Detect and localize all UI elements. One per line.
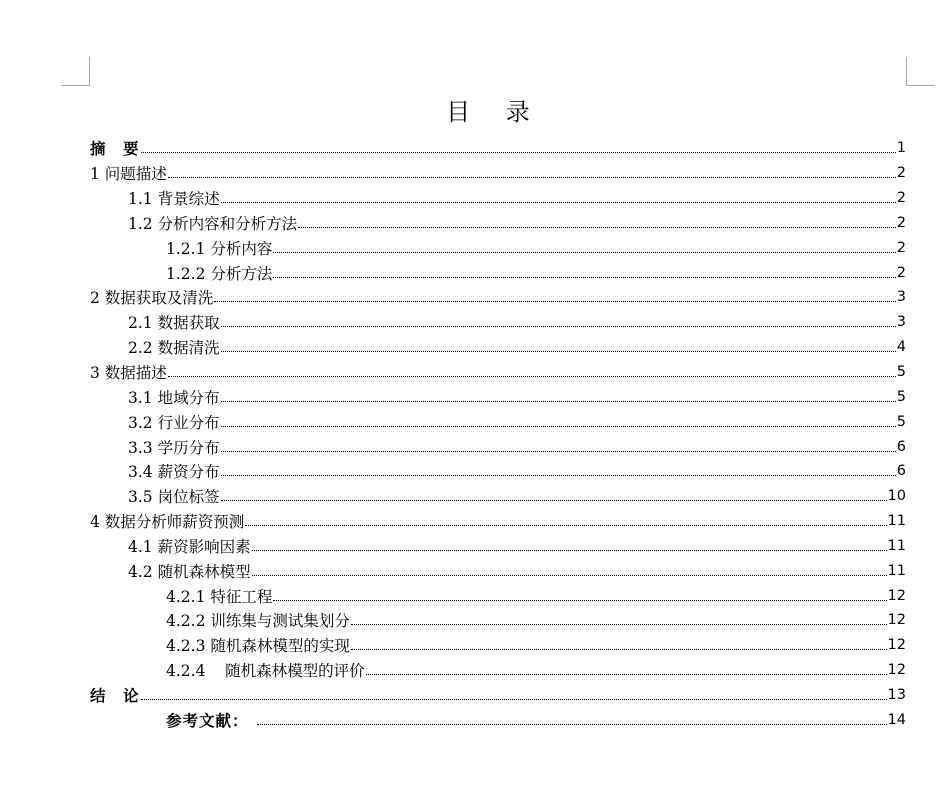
page-margin-corner-top-left [61,57,90,86]
dot-leader [221,201,896,203]
toc-entry-3-5[interactable] [128,484,906,509]
toc-entry-1-1[interactable] [128,186,906,211]
toc-entry-4-2[interactable] [128,558,906,583]
toc-entry-4[interactable] [90,509,906,534]
dot-leader [252,574,887,576]
dot-leader [141,151,896,153]
dot-leader [273,276,895,278]
toc-entry-label: 4.1 薪资影响因素 [128,537,251,556]
toc-entry-page: 5 [896,364,906,381]
toc-entry-label: 1.2.1 分析内容 [166,239,273,258]
dot-leader [351,648,887,650]
toc-entry-label: 1.2 分析内容和分析方法 [128,214,298,233]
dot-leader [168,375,896,377]
toc-entry-label: 3.1 地域分布 [128,388,220,407]
dot-leader [245,524,886,526]
dot-leader [141,698,887,700]
toc-entry-page: 14 [887,711,906,728]
toc-entry-page: 12 [887,637,906,654]
toc-entry-page: 11 [887,562,906,579]
toc-entry-2-1[interactable] [128,310,906,335]
toc-entry-label: 4.2.1 特征工程 [166,587,273,606]
toc-entry-2[interactable] [90,285,906,310]
toc-entry-page: 3 [896,314,906,331]
toc-entry-page: 4 [896,339,906,356]
dot-leader [252,549,887,551]
toc-entry-label: 2.1 数据获取 [128,314,220,333]
toc-entry-label: 3.3 学历分布 [128,438,220,457]
toc-entry-page: 12 [887,662,906,679]
toc-entry-label: 4.2.3 随机森林模型的实现 [166,637,350,656]
dot-leader [273,599,886,601]
dot-leader [221,425,896,427]
toc-entry-3-3[interactable] [128,434,906,459]
dot-leader [221,499,887,501]
toc-entry-2-2[interactable] [128,335,906,360]
toc-entry-page: 12 [887,587,906,604]
toc-entry-1-2-1[interactable] [166,235,906,260]
toc-entry-page: 6 [896,463,906,480]
toc-entry-page: 2 [896,190,906,207]
toc-entry-page: 5 [896,413,906,430]
toc-entry-3-1[interactable] [128,384,906,409]
toc-entry-label: 3.5 岗位标签 [128,488,220,507]
toc-entry-page: 2 [896,165,906,182]
toc-entry-page: 2 [896,239,906,256]
dot-leader [257,723,887,725]
toc-entry-page: 6 [896,438,906,455]
dot-leader [168,176,896,178]
toc-entry-label: 1 问题描述 [90,165,167,184]
toc-entry-references[interactable] [166,707,906,732]
toc-entry-label: 3.2 行业分布 [128,413,220,432]
toc-entry-page: 12 [887,612,906,629]
toc-entry-3-4[interactable] [128,459,906,484]
toc-entry-label: 3.4 薪资分布 [128,463,220,482]
toc-entry-3-2[interactable] [128,409,906,434]
dot-leader [221,474,896,476]
toc-entry-label: 3 数据描述 [90,364,167,383]
dot-leader [366,673,887,675]
toc-entry-label: 2.2 数据清洗 [128,339,220,358]
toc-entry-label: 结 论 [90,686,140,705]
toc-entry-1[interactable] [90,161,906,186]
toc-title: 目 录 [446,98,544,126]
toc-entry-1-2-2[interactable] [166,260,906,285]
dot-leader [298,226,896,228]
toc-entry-page: 11 [887,513,906,530]
toc-entry-label: 4.2.4 随机森林模型的评价 [166,662,365,681]
toc-entry-page: 3 [896,289,906,306]
toc-entry-label: 4 数据分析师薪资预测 [90,513,245,532]
dot-leader [214,300,895,302]
toc-entry-4-2-3[interactable] [166,633,906,658]
toc-entry-abstract[interactable] [90,136,906,161]
toc-entry-page: 2 [896,264,906,281]
toc-entry-page: 5 [896,388,906,405]
toc-entry-page: 10 [887,488,906,505]
toc-entry-label: 4.2 随机森林模型 [128,562,251,581]
dot-leader [221,350,896,352]
page-margin-corner-top-right [906,57,935,86]
dot-leader [221,325,896,327]
toc-entry-label: 参考文献： [166,711,249,730]
toc-entry-page: 2 [896,214,906,231]
toc-entry-page: 11 [887,537,906,554]
toc-entry-conclusion[interactable] [90,683,906,708]
toc-entry-4-2-4[interactable] [166,658,906,683]
dot-leader [273,251,895,253]
toc-entry-label: 1.1 背景综述 [128,190,220,209]
toc-entry-4-1[interactable] [128,534,906,559]
toc-entry-1-2[interactable] [128,211,906,236]
toc-list [0,136,948,732]
toc-entry-page: 13 [887,686,906,703]
toc-entry-label: 摘 要 [90,140,140,159]
toc-entry-4-2-1[interactable] [166,583,906,608]
dot-leader [221,400,896,402]
toc-entry-page: 1 [896,140,906,157]
toc-entry-label: 4.2.2 训练集与测试集划分 [166,612,350,631]
dot-leader [351,623,887,625]
toc-entry-4-2-2[interactable] [166,608,906,633]
toc-entry-label: 2 数据获取及清洗 [90,289,214,308]
toc-entry-label: 1.2.2 分析方法 [166,264,273,283]
dot-leader [221,450,896,452]
toc-entry-3[interactable] [90,360,906,385]
